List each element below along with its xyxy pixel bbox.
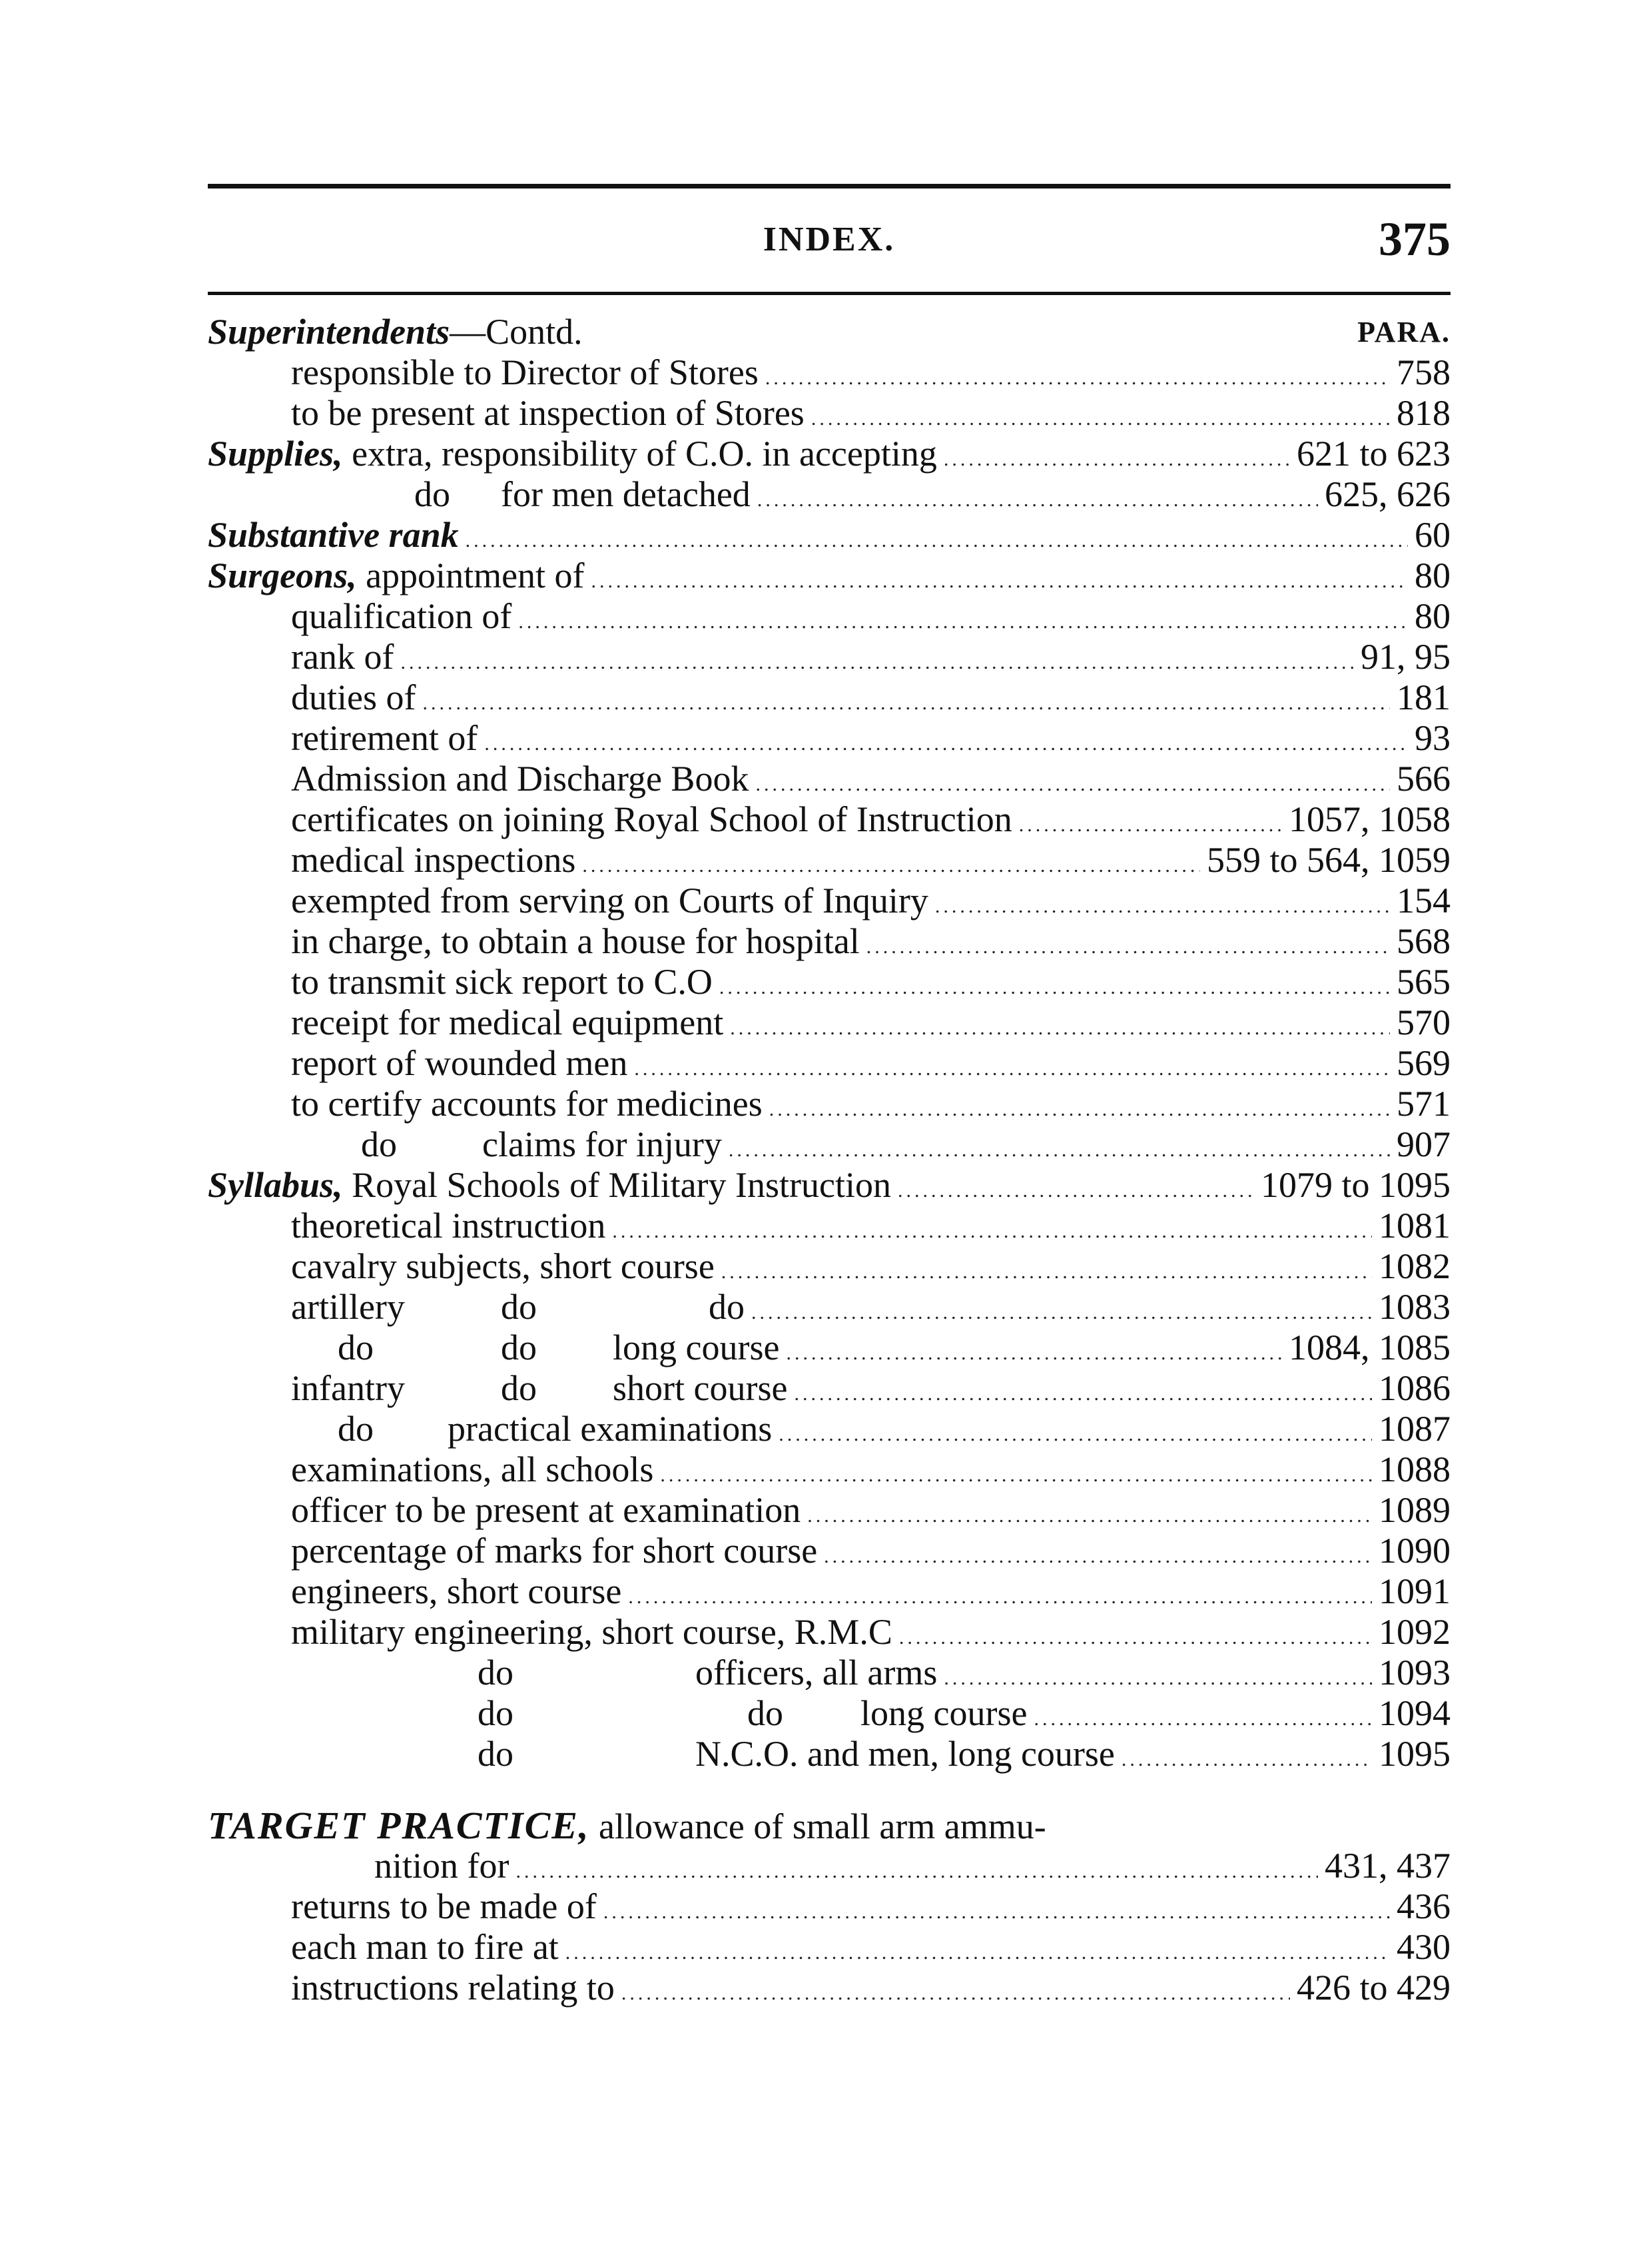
entry-ref: 568 — [1397, 921, 1451, 961]
dot-leader — [751, 1292, 1372, 1333]
entry-text: retirement of — [291, 718, 478, 758]
dot-leader — [898, 1170, 1254, 1211]
entry-ref: 1093 — [1379, 1653, 1451, 1693]
index-entry — [208, 1124, 1451, 1165]
dot-leader — [811, 398, 1390, 439]
section-heading-suffix: —Contd. — [450, 312, 583, 352]
dot-leader — [565, 1932, 1390, 1973]
entry-ref: 1082 — [1379, 1246, 1451, 1286]
index-entry — [208, 1490, 1451, 1531]
index-entry — [208, 637, 1451, 677]
entry-text: rank of — [291, 637, 394, 677]
entry-ref: 571 — [1397, 1084, 1451, 1124]
section-heading: Supplies, — [208, 434, 343, 474]
index-entry — [208, 1968, 1451, 2008]
index-entry — [208, 677, 1451, 718]
entry-ref: 1079 to 1095 — [1260, 1165, 1451, 1205]
dot-leader — [591, 561, 1408, 601]
entry-text: to be present at inspection of Stores — [291, 393, 805, 433]
dot-leader — [944, 1658, 1372, 1699]
entry-ref: 559 to 564, 1059 — [1206, 840, 1451, 880]
index-section-head — [208, 515, 1451, 556]
entry-ref: 426 to 429 — [1296, 1968, 1451, 2008]
index-entry — [208, 718, 1451, 759]
dot-leader — [1034, 1699, 1372, 1739]
index-section-head — [208, 1805, 1451, 1846]
index-entry — [208, 1734, 1451, 1774]
entry-ref: 625, 626 — [1325, 474, 1451, 514]
ditto-mark: do — [478, 1734, 513, 1774]
section-heading: Surgeons, — [208, 556, 357, 595]
dot-leader — [1019, 805, 1282, 845]
index-entry — [208, 1002, 1451, 1043]
entry-text: returns to be made of — [291, 1886, 597, 1926]
ditto-mark: do — [501, 1327, 537, 1367]
entry-ref: 1090 — [1379, 1531, 1451, 1571]
ditto-mark: do — [501, 1368, 537, 1408]
index-entry — [208, 962, 1451, 1002]
index-entry — [208, 1449, 1451, 1490]
ditto-mark: do — [338, 1409, 374, 1449]
entry-text: to certify accounts for medicines — [291, 1084, 763, 1124]
dot-leader — [518, 601, 1408, 642]
dot-leader — [660, 1455, 1372, 1495]
entry-ref: 431, 437 — [1325, 1846, 1451, 1886]
header-top-rule — [208, 184, 1451, 189]
entry-ref: 1081 — [1379, 1206, 1451, 1246]
entry-ref: 1091 — [1379, 1571, 1451, 1611]
index-entry — [208, 1043, 1451, 1084]
entry-text: officers, all arms — [695, 1653, 938, 1693]
header-bottom-rule — [208, 292, 1451, 295]
index-entry — [208, 1327, 1451, 1368]
dot-leader — [730, 1008, 1390, 1048]
entry-text: short course — [613, 1368, 788, 1408]
dot-leader — [515, 1851, 1318, 1892]
dot-leader — [899, 1617, 1372, 1658]
entry-text: cavalry subjects, short course — [291, 1246, 715, 1286]
entry-ref: 80 — [1415, 596, 1451, 636]
dot-leader — [729, 1130, 1390, 1170]
entry-ref: 907 — [1397, 1124, 1451, 1164]
dot-leader — [755, 764, 1390, 805]
entry-ref: 80 — [1415, 556, 1451, 595]
entry-ref: 570 — [1397, 1002, 1451, 1042]
index-section-head — [208, 1165, 1451, 1206]
dot-leader — [484, 723, 1408, 764]
dot-leader — [612, 1211, 1372, 1252]
section-heading: Superintendents — [208, 312, 450, 352]
entry-ref: 91, 95 — [1361, 637, 1451, 677]
entry-ref: 430 — [1397, 1927, 1451, 1967]
section-heading: TARGET PRACTICE, — [208, 1804, 590, 1847]
page-number: 375 — [1379, 212, 1451, 266]
index-entry — [208, 596, 1451, 637]
entry-ref: 1084, 1085 — [1289, 1327, 1451, 1367]
index-entry — [208, 1653, 1451, 1693]
index-entry — [208, 1531, 1451, 1571]
index-entry — [208, 1886, 1451, 1927]
index-entry — [208, 921, 1451, 962]
ditto-mark: do — [501, 1287, 537, 1327]
dot-leader — [765, 358, 1390, 398]
entry-text: theoretical instruction — [291, 1206, 606, 1246]
entry-ref: 758 — [1397, 352, 1451, 392]
dot-leader — [719, 967, 1390, 1008]
index-entry — [208, 1206, 1451, 1246]
entry-text: to transmit sick report to C.O — [291, 962, 713, 1002]
index-entry — [208, 1693, 1451, 1734]
entry-ref: 621 to 623 — [1296, 434, 1451, 474]
entry-text: percentage of marks for short course — [291, 1531, 818, 1571]
entry-text: instructions relating to — [291, 1968, 615, 2008]
dot-leader — [944, 439, 1290, 480]
index-entry — [208, 474, 1451, 515]
entry-text: nition for — [374, 1846, 509, 1886]
dot-leader — [628, 1577, 1372, 1617]
entry-ref: 1095 — [1379, 1734, 1451, 1774]
entry-text: medical inspections — [291, 840, 576, 880]
index-entry — [208, 1287, 1451, 1327]
dot-leader — [1122, 1739, 1372, 1780]
dot-leader — [466, 520, 1408, 561]
dot-leader — [935, 886, 1390, 927]
entry-text: exempted from serving on Courts of Inquiry — [291, 881, 928, 921]
entry-ref: 436 — [1397, 1886, 1451, 1926]
dot-leader — [794, 1373, 1372, 1414]
entry-ref: 1092 — [1379, 1612, 1451, 1652]
entry-text: military engineering, short course, R.M.C — [291, 1612, 892, 1652]
dot-leader — [422, 683, 1390, 723]
entry-ref: 1088 — [1379, 1449, 1451, 1489]
entry-text: engineers, short course — [291, 1571, 622, 1611]
ditto-mark: do — [414, 474, 450, 514]
entry-ref: 1094 — [1379, 1693, 1451, 1733]
entry-text: officer to be present at examination — [291, 1490, 801, 1530]
entry-ref: 181 — [1397, 677, 1451, 717]
index-entry — [208, 1084, 1451, 1124]
dot-leader — [786, 1333, 1282, 1373]
dot-leader — [866, 927, 1390, 967]
running-head — [208, 212, 1451, 278]
entry-ref: 1083 — [1379, 1287, 1451, 1327]
section-heading-text: extra, responsibility of C.O. in accepting — [342, 434, 937, 474]
ditto-mark: do — [478, 1653, 513, 1693]
entry-ref: 565 — [1397, 962, 1451, 1002]
entry-ref: 566 — [1397, 759, 1451, 799]
index-entry — [208, 881, 1451, 921]
dot-leader — [757, 480, 1318, 520]
section-heading-text: Royal Schools of Military Instruction — [342, 1165, 891, 1205]
dot-leader — [779, 1414, 1372, 1455]
index-entry — [208, 393, 1451, 434]
index-entry — [208, 1246, 1451, 1287]
entry-text: qualification of — [291, 596, 512, 636]
entry-ref: 1057, 1058 — [1289, 799, 1451, 839]
index-entry — [208, 1368, 1451, 1409]
ditto-mark: do — [361, 1124, 397, 1164]
index-section-head — [208, 312, 1451, 352]
entry-text: N.C.O. and men, long course — [695, 1734, 1115, 1774]
index-entry — [208, 1571, 1451, 1612]
dot-leader — [603, 1892, 1390, 1932]
entry-text: duties of — [291, 677, 416, 717]
index-entry — [208, 840, 1451, 881]
index-body — [208, 312, 1451, 2008]
page-title: INDEX. — [763, 220, 896, 258]
index-entry — [208, 1846, 1451, 1886]
dot-leader — [582, 845, 1200, 886]
column-label: PARA. — [1357, 316, 1451, 348]
ditto-mark: do — [709, 1287, 745, 1327]
entry-ref: 1089 — [1379, 1490, 1451, 1530]
entry-text: examinations, all schools — [291, 1449, 654, 1489]
entry-ref: 154 — [1397, 881, 1451, 921]
entry-ref: 569 — [1397, 1043, 1451, 1083]
entry-text: receipt for medical equipment — [291, 1002, 724, 1042]
section-heading: Syllabus, — [208, 1165, 343, 1205]
ditto-mark: do — [338, 1327, 374, 1367]
section-heading-text: appointment of — [356, 556, 585, 595]
section-heading-text: allowance of small arm ammu- — [589, 1806, 1046, 1846]
index-entry — [208, 352, 1451, 393]
entry-text: in charge, to obtain a house for hospital — [291, 921, 860, 961]
entry-text: claims for injury — [482, 1124, 722, 1164]
index-section-head — [208, 434, 1451, 474]
entry-text: for men detached — [501, 474, 751, 514]
dot-leader — [721, 1252, 1372, 1292]
ditto-mark: do — [478, 1693, 513, 1733]
index-entry — [208, 759, 1451, 799]
entry-text: responsible to Director of Stores — [291, 352, 759, 392]
dot-leader — [807, 1495, 1372, 1536]
entry-text: artillery — [291, 1287, 405, 1327]
entry-ref: 93 — [1415, 718, 1451, 758]
dot-leader — [400, 642, 1354, 683]
entry-ref: 60 — [1415, 515, 1451, 555]
entry-text: long course — [860, 1693, 1028, 1733]
ditto-mark: do — [747, 1693, 783, 1733]
entry-text: practical examinations — [448, 1409, 773, 1449]
entry-text: each man to fire at — [291, 1927, 559, 1967]
dot-leader — [824, 1536, 1372, 1577]
index-entry — [208, 1927, 1451, 1968]
section-heading: Substantive rank — [208, 515, 459, 555]
index-section-head — [208, 556, 1451, 596]
index-entry — [208, 799, 1451, 840]
entry-ref: 1086 — [1379, 1368, 1451, 1408]
entry-ref: 818 — [1397, 393, 1451, 433]
index-entry — [208, 1612, 1451, 1653]
entry-text: report of wounded men — [291, 1043, 628, 1083]
entry-ref: 1087 — [1379, 1409, 1451, 1449]
entry-text: Admission and Discharge Book — [291, 759, 749, 799]
dot-leader — [634, 1048, 1390, 1089]
dot-leader — [621, 1973, 1290, 2014]
entry-text: infantry — [291, 1368, 405, 1408]
entry-text: certificates on joining Royal School of Instruction — [291, 799, 1012, 839]
entry-text: long course — [613, 1327, 780, 1367]
dot-leader — [769, 1089, 1390, 1130]
index-entry — [208, 1409, 1451, 1449]
